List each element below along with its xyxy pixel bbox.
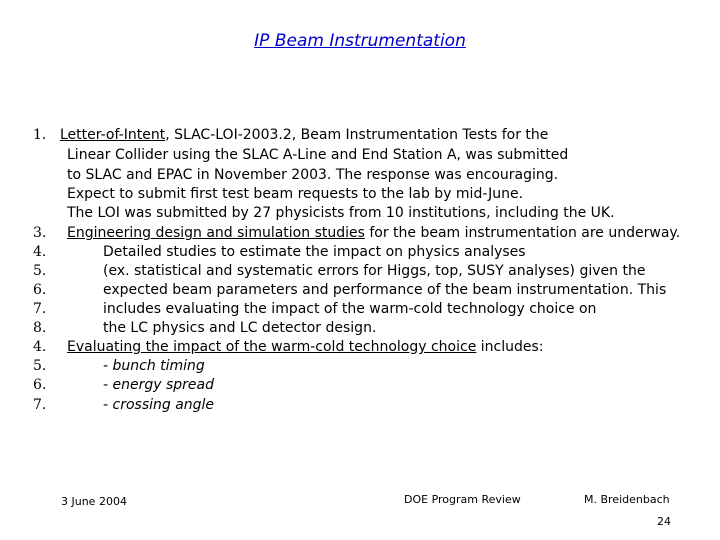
body-line: [67, 338, 544, 357]
body-line: Detailed studies to estimate the impact on physics analyses: [103, 244, 526, 260]
list-number: 8.: [33, 320, 47, 336]
body-line: Expect to submit first test beam requests to the lab by mid-June.: [67, 186, 524, 202]
footer-center: DOE Program Review: [404, 493, 521, 506]
body-text: for the beam instrumentation are underway.: [364, 225, 681, 241]
body-line: - energy spread: [103, 377, 214, 393]
engineering-link: Engineering design and simulation studies: [67, 225, 365, 241]
body-line: [67, 224, 680, 243]
list-number: 5.: [33, 263, 47, 279]
body-line: to SLAC and EPAC in November 2003. The response was encouraging.: [67, 167, 559, 183]
list-number: 5.: [33, 358, 47, 374]
body-line: expected beam parameters and performance of the beam instrumentation. This: [103, 282, 667, 298]
list-number: 6.: [33, 282, 47, 298]
list-number: 6.: [33, 377, 47, 393]
list-number: 3.: [33, 225, 47, 241]
body-text: , SLAC-LOI-2003.2, Beam Instrumentation Tests for the: [165, 127, 549, 143]
body-line: (ex. statistical and systematic errors for Higgs, top, SUSY analyses) given the: [103, 263, 646, 279]
body-line: The LOI was submitted by 27 physicists from 10 institutions, including the UK.: [67, 205, 615, 221]
footer-date: 3 June 2004: [61, 495, 127, 508]
list-number: 7.: [33, 397, 47, 413]
body-line: - crossing angle: [103, 397, 215, 413]
body-line: [60, 126, 548, 145]
body-line: Linear Collider using the SLAC A-Line and End Station A, was submitted: [67, 147, 569, 163]
slide-title: IP Beam Instrumentation: [254, 31, 466, 51]
list-number: 4.: [33, 244, 47, 260]
page-number: 24: [657, 515, 671, 528]
body-line: includes evaluating the impact of the warm-cold technology choice on: [103, 301, 597, 317]
body-line: the LC physics and LC detector design.: [103, 320, 377, 336]
list-number: 1.: [33, 127, 47, 143]
list-number: 7.: [33, 301, 47, 317]
body-text: includes:: [476, 339, 544, 355]
list-number: 4.: [33, 339, 47, 355]
footer-author: M. Breidenbach: [584, 493, 670, 506]
body-line: - bunch timing: [103, 358, 205, 374]
evaluating-link: Evaluating the impact of the warm-cold technology choice: [67, 339, 477, 355]
loi-link: Letter-of-Intent: [60, 127, 166, 143]
